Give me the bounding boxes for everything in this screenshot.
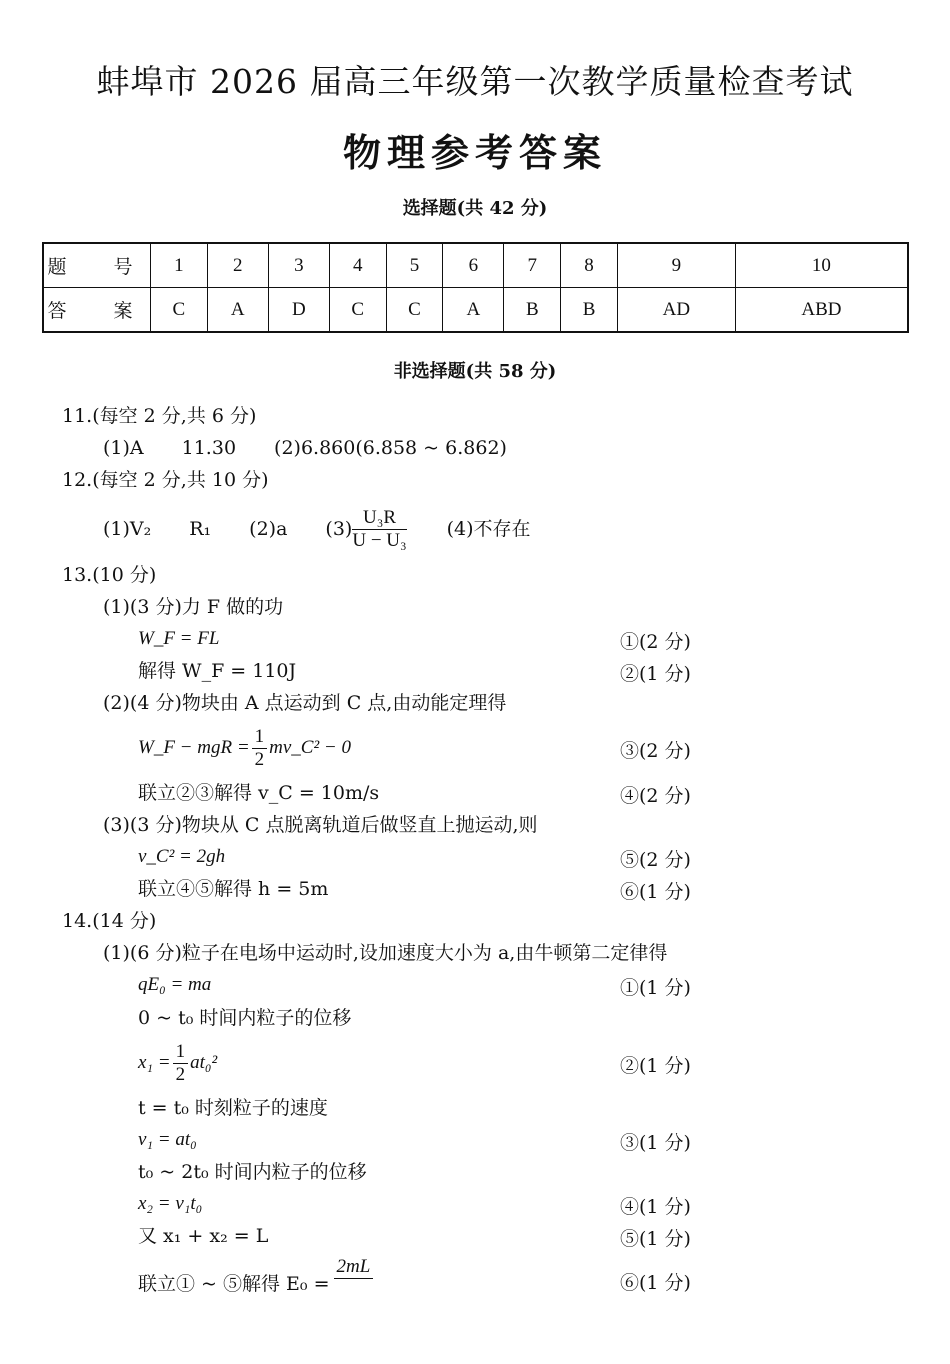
nonchoice-section-heading: 非选择题(共 58 分) <box>393 361 557 382</box>
q14-part1-heading: (1)(6 分)粒子在电场中运动时,设加速度大小为 a,由牛顿第二定律得 <box>103 942 668 964</box>
q13-part3-heading: (3)(3 分)物块从 C 点脱离轨道后做竖直上抛运动,则 <box>103 814 538 836</box>
fraction-numerator: 1 <box>252 726 268 749</box>
q12-fraction <box>352 507 406 552</box>
q13-part1-heading: (1)(3 分)力 F 做的功 <box>103 596 284 618</box>
q13-equation: 解得 W_F = 110J <box>138 660 297 682</box>
q11-answer-line: (1)A 11.30 (2)6.860(6.858 ~ 6.862) <box>103 437 507 459</box>
q14-text: t = t₀ 时刻粒子的速度 <box>138 1097 328 1119</box>
choice-section-heading: 选择题(共 42 分) <box>402 198 548 219</box>
answer-cell: B <box>504 288 561 333</box>
score-label: ①(1 分) <box>620 977 691 999</box>
q13-equation: v_C² = 2gh <box>138 846 226 867</box>
score-label: ③(2 分) <box>620 740 691 762</box>
score-label: ④(2 分) <box>620 785 691 807</box>
q12-answer-part1: (1)V₂ R₁ (2)a (3) <box>103 518 353 540</box>
q12-answer-part2: (4)不存在 <box>446 518 531 540</box>
answer-cell: C <box>329 288 386 333</box>
q14-equation: 又 x₁ + x₂ = L <box>138 1225 269 1247</box>
q14-displacement-rhs: at₀² <box>190 1052 218 1073</box>
score-label: ⑥(1 分) <box>620 881 691 903</box>
answer-cell: D <box>268 288 329 333</box>
q13-part2-heading: (2)(4 分)物块由 A 点运动到 C 点,由动能定理得 <box>103 692 507 714</box>
question-number-cell: 2 <box>207 243 268 288</box>
q11-heading: 11.(每空 2 分,共 6 分) <box>62 405 257 427</box>
q13-energy-rhs: mv_C² − 0 <box>269 737 352 758</box>
q14-text: 0 ~ t₀ 时间内粒子的位移 <box>138 1007 352 1029</box>
page-title: 物理参考答案 <box>342 130 607 175</box>
question-number-cell: 10 <box>735 243 908 288</box>
score-label: ③(1 分) <box>620 1132 691 1154</box>
answer-cell: ABD <box>735 288 908 333</box>
q14-heading: 14.(14 分) <box>62 910 157 932</box>
fraction-denominator: 2 <box>254 748 265 770</box>
q14-displacement-lhs: x₁ = <box>138 1052 171 1073</box>
q13-half-fraction <box>252 726 268 771</box>
q14-final-lhs: 联立① ~ ⑤解得 E₀ = <box>138 1273 330 1295</box>
question-number-cell: 7 <box>504 243 561 288</box>
q14-equation: v₁ = at₀ <box>138 1129 197 1150</box>
question-number-row <box>43 243 908 288</box>
q13-equation: 联立②③解得 v_C = 10m/s <box>138 782 380 804</box>
q14-equation: qE₀ = ma <box>138 974 212 995</box>
answer-cell: B <box>561 288 618 333</box>
score-label: ⑤(1 分) <box>620 1228 691 1250</box>
answer-cell: C <box>151 288 208 333</box>
score-label: ⑤(2 分) <box>620 849 691 871</box>
question-number-cell: 4 <box>329 243 386 288</box>
q14-text: t₀ ~ 2t₀ 时间内粒子的位移 <box>138 1161 367 1183</box>
answer-label: 答 案 <box>43 288 151 333</box>
fraction-numerator: 2mL <box>334 1256 374 1279</box>
q12-fraction-denominator: U − U₃ <box>352 529 407 551</box>
question-number-cell: 6 <box>443 243 504 288</box>
q13-equation: W_F = FL <box>138 628 220 649</box>
q14-half-fraction <box>173 1041 189 1086</box>
q13-energy-equation <box>138 723 351 773</box>
question-number-cell: 3 <box>268 243 329 288</box>
answer-cell: AD <box>617 288 735 333</box>
answer-cell: A <box>443 288 504 333</box>
answer-cell: C <box>386 288 443 333</box>
question-number-cell: 9 <box>617 243 735 288</box>
score-label: ②(1 分) <box>620 663 691 685</box>
q13-heading: 13.(10 分) <box>62 564 157 586</box>
exam-title: 蚌埠市 2026 届高三年级第一次教学质量检查考试 <box>96 62 854 101</box>
answer-row <box>43 288 908 333</box>
q12-answer-line <box>103 503 531 555</box>
answer-table <box>42 242 909 333</box>
question-number-cell: 5 <box>386 243 443 288</box>
q12-fraction-numerator: U₃R <box>352 507 406 530</box>
question-number-cell: 1 <box>151 243 208 288</box>
score-label: ②(1 分) <box>620 1055 691 1077</box>
score-label: ①(2 分) <box>620 631 691 653</box>
score-label: ④(1 分) <box>620 1196 691 1218</box>
q13-equation: 联立④⑤解得 h = 5m <box>138 878 329 900</box>
answer-cell: A <box>207 288 268 333</box>
q12-heading: 12.(每空 2 分,共 10 分) <box>62 469 269 491</box>
q14-final-fraction <box>334 1256 374 1279</box>
q14-displacement-equation <box>138 1038 217 1088</box>
question-number-label: 题 号 <box>43 243 151 288</box>
q14-equation: x₂ = v₁t₀ <box>138 1193 203 1214</box>
q13-energy-lhs: W_F − mgR = <box>138 737 250 758</box>
q14-final-equation <box>138 1256 373 1296</box>
question-number-cell: 8 <box>561 243 618 288</box>
score-label: ⑥(1 分) <box>620 1272 691 1294</box>
fraction-denominator: 2 <box>175 1063 186 1085</box>
fraction-numerator: 1 <box>173 1041 189 1064</box>
